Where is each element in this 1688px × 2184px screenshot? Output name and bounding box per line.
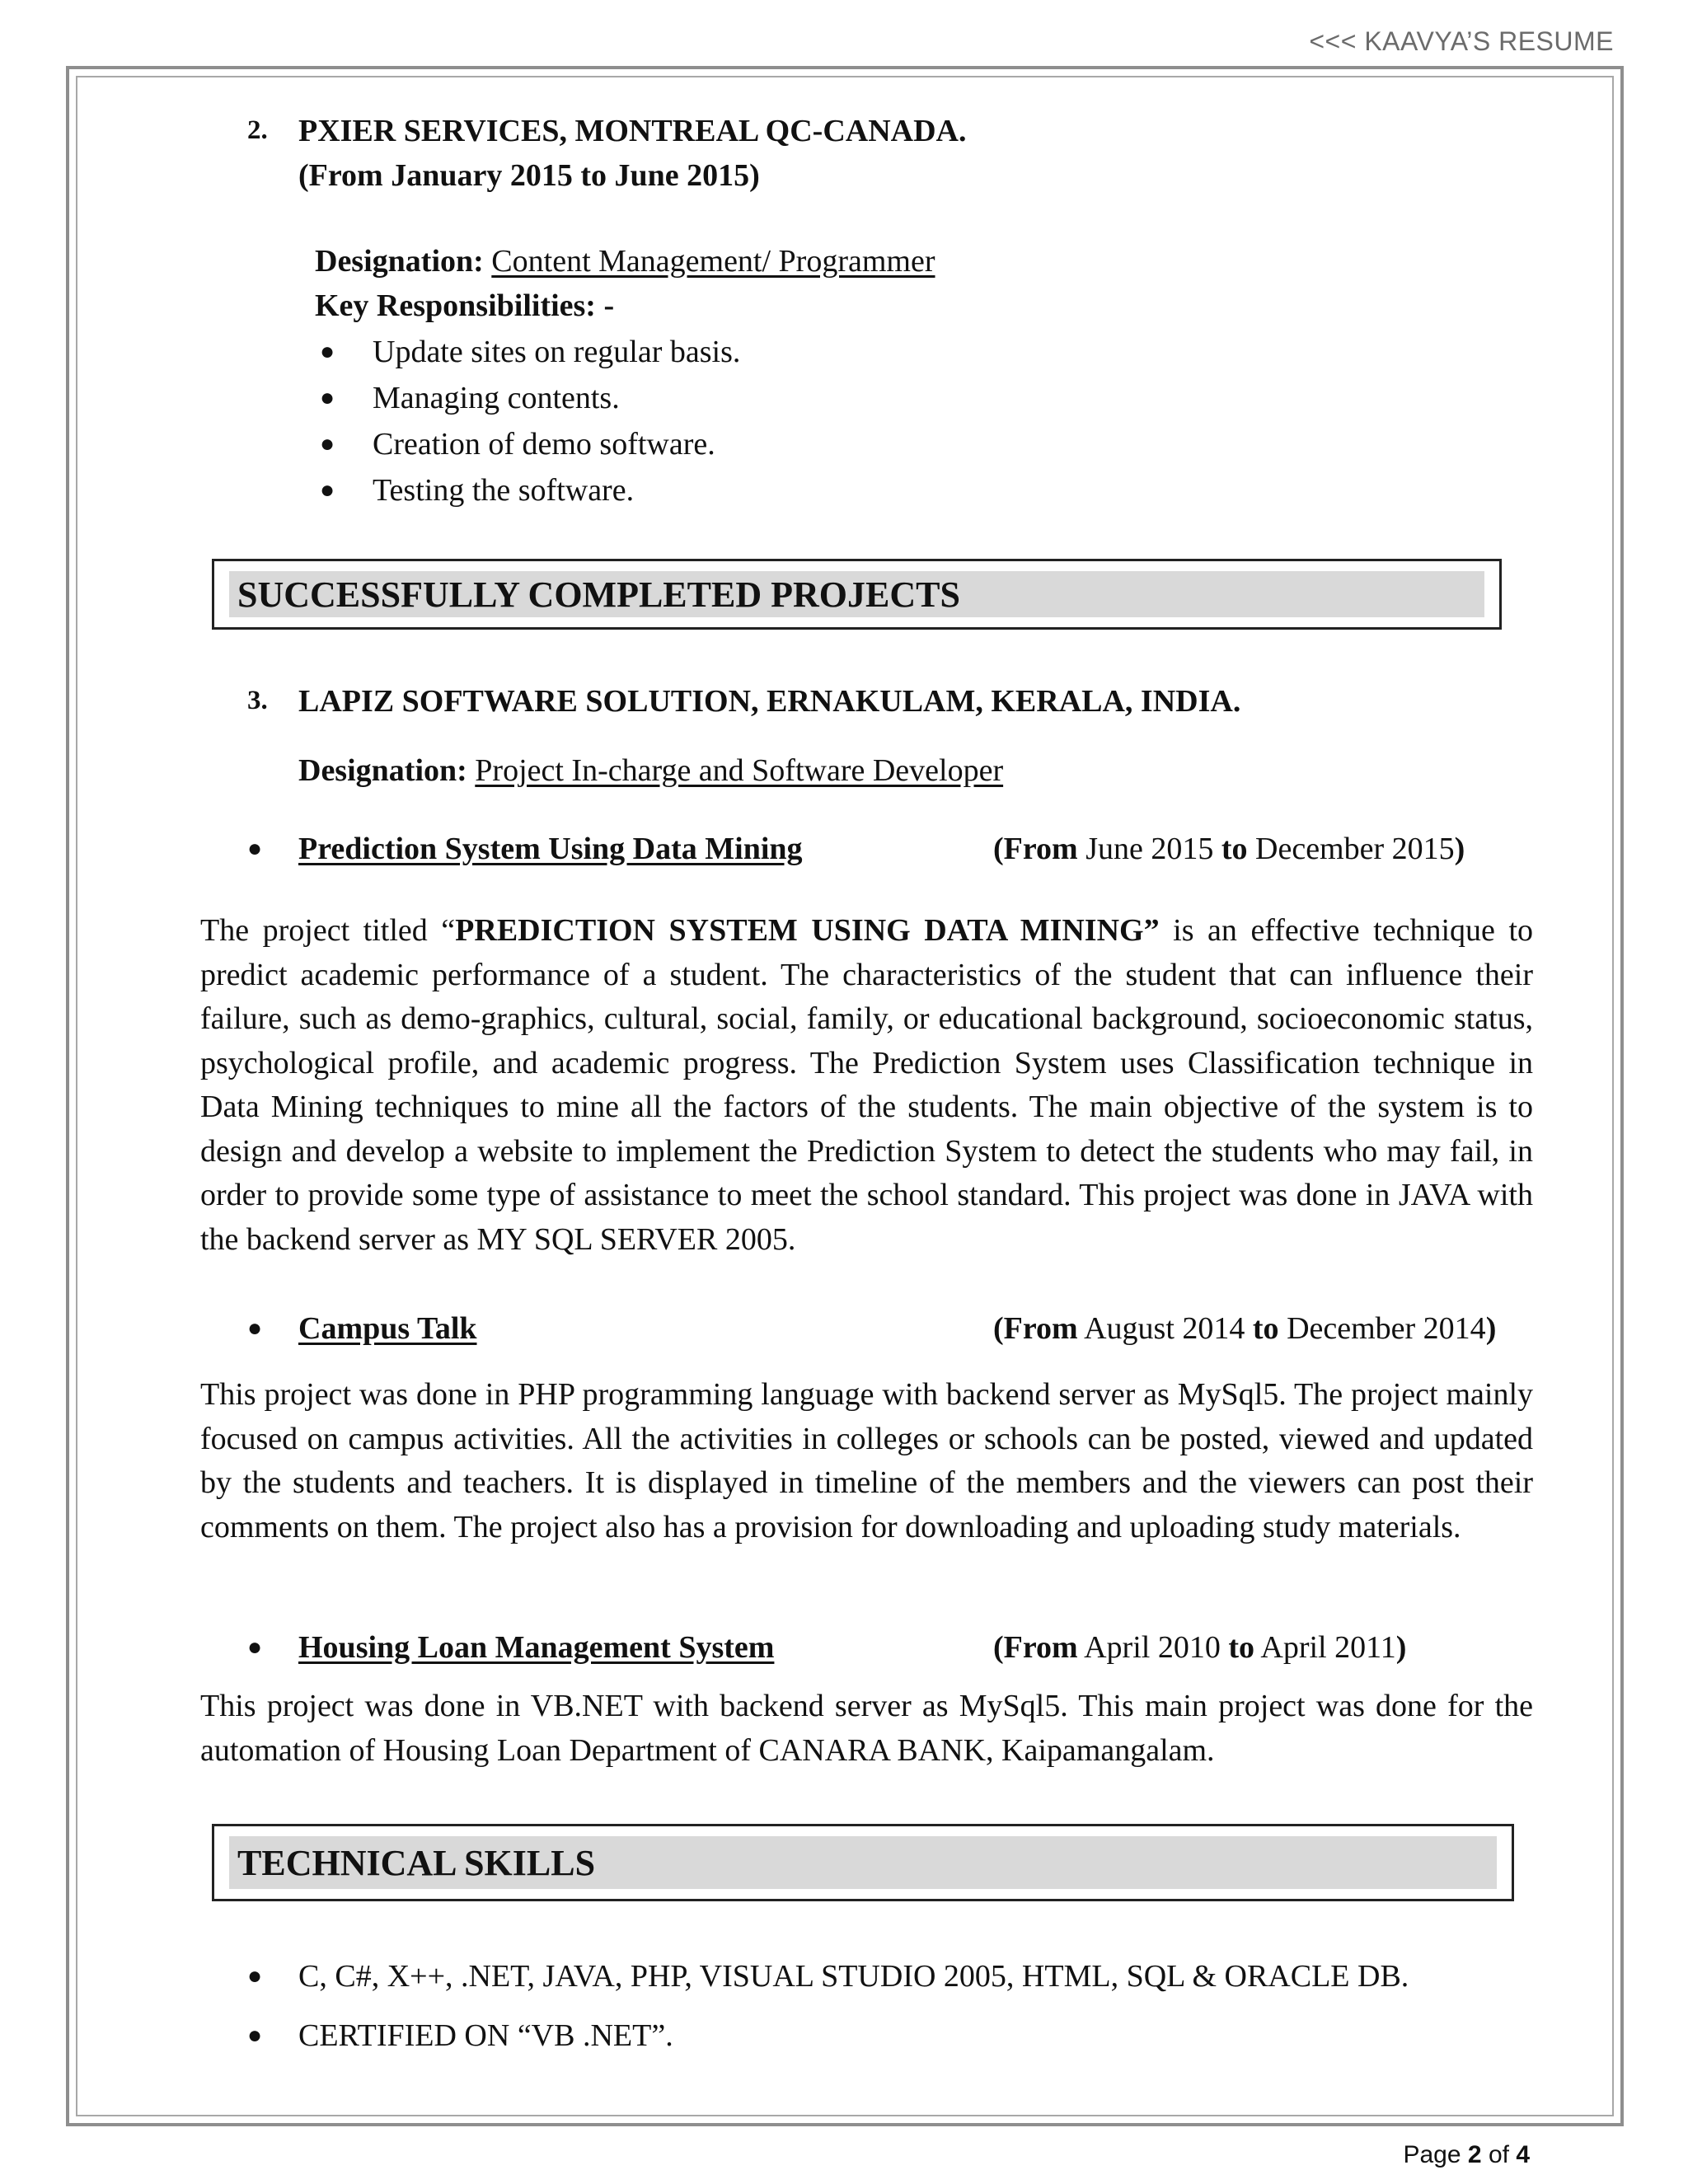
bullet-icon: ●: [247, 1633, 263, 1661]
project-title: Prediction System Using Data Mining: [298, 832, 803, 866]
from-date: April 2010: [1084, 1630, 1221, 1665]
project-description: This project was done in PHP programming language with backend server as MySql5. The project mainly focused on campus activities. All the activities in colleges or schools can be posted, viewed and updated by the students and teachers. It is displayed in timeline of the members and the viewers can post their comments on them. The project also has a provision for downloading and uploading study materials.: [200, 1377, 1533, 1544]
to-date: April 2011: [1260, 1630, 1396, 1665]
bullet-icon: ●: [247, 1315, 263, 1342]
project-title: Campus Talk: [298, 1311, 477, 1346]
desc-prefix: The project titled “: [200, 913, 456, 948]
bullet-icon: ●: [320, 430, 335, 457]
desc-bold: PREDICTION SYSTEM USING DATA MINING”: [455, 913, 1160, 948]
responsibility-text: Testing the software.: [373, 473, 635, 508]
experience-company: PXIER SERVICES, MONTREAL QC-CANADA.: [298, 114, 967, 148]
list-item: [320, 422, 1062, 468]
bullet-icon: ●: [320, 338, 335, 365]
project-title: Housing Loan Management System: [298, 1630, 775, 1665]
list-item: [320, 330, 1062, 376]
projects-section-header: [212, 559, 1502, 630]
page-number: [1403, 2141, 1530, 2169]
page-total: 4: [1516, 2141, 1530, 2168]
resume-header-title: <<< KAAVYA’S RESUME: [1309, 26, 1614, 56]
desc-rest: is an effective technique to predict academic performance of a student. The characteristics of the student that can influence their failure, such as demo-graphics, cultural, social, family, or educational background, socioeconomic status, psychological profile, and academic progress. The Prediction System uses Classification technique in Data Mining techniques to mine all the factors of the students. The main objective of the system is to design and develop a website to implement the Prediction System to detect the students who may fail, in order to provide some type of assistance to meet the school standard. This project was done in JAVA with the backend server as MY SQL SERVER 2005.: [200, 913, 1534, 1257]
page-label: Page: [1403, 2141, 1461, 2168]
bullet-icon: ●: [247, 835, 263, 862]
project-dates: [993, 827, 1465, 871]
project-description: [200, 909, 1533, 1262]
to-label: to: [1221, 832, 1248, 866]
from-date: August 2014: [1084, 1311, 1245, 1346]
designation-label: Designation:: [315, 244, 484, 279]
section-title: TECHNICAL SKILLS: [237, 1842, 596, 1883]
section-title: SUCCESSFULLY COMPLETED PROJECTS: [237, 574, 960, 615]
to-label: to: [1252, 1311, 1279, 1346]
project-dates: [993, 1625, 1406, 1670]
designation-label: Designation:: [298, 753, 467, 788]
from-label: (From: [993, 832, 1078, 866]
responsibilities-label: Key Responsibilities: -: [315, 288, 615, 323]
responsibility-text: Managing contents.: [373, 381, 620, 415]
list-item: [320, 376, 1062, 422]
experience-period: (From January 2015 to June 2015): [298, 158, 760, 193]
to-date: December 2015: [1255, 832, 1455, 866]
from-label: (From: [993, 1630, 1078, 1665]
designation-value: Project In-charge and Software Developer: [475, 753, 1004, 788]
page-current: 2: [1467, 2141, 1482, 2168]
experience-number: 3.: [247, 686, 268, 715]
bullet-icon: ●: [247, 1962, 263, 1990]
skills-section-header: [212, 1824, 1514, 1901]
experience-designation: [315, 239, 935, 284]
skill-item: C, C#, X++, .NET, JAVA, PHP, VISUAL STUDIO 2005, HTML, SQL & ORACLE DB.: [298, 1959, 1409, 1994]
close-paren: ): [1395, 1630, 1407, 1665]
of-label: of: [1488, 2141, 1509, 2168]
close-paren: ): [1454, 832, 1465, 866]
designation-value: Content Management/ Programmer: [491, 244, 935, 279]
experience-company: LAPIZ SOFTWARE SOLUTION, ERNAKULAM, KERALA, INDIA.: [298, 684, 1241, 719]
to-date: December 2014: [1287, 1311, 1486, 1346]
bullet-icon: ●: [320, 384, 335, 411]
close-paren: ): [1485, 1311, 1497, 1346]
responsibility-text: Update sites on regular basis.: [373, 335, 741, 369]
project-description: This project was done in VB.NET with backend server as MySql5. This main project was done for the automation of Housing Loan Department of CANARA BANK, Kaipamangalam.: [200, 1689, 1533, 1768]
to-label: to: [1228, 1630, 1254, 1665]
responsibilities-list: [320, 330, 1062, 514]
projects-designation: [298, 748, 1003, 793]
from-date: June 2015: [1085, 832, 1214, 866]
experience-number: 2.: [247, 115, 268, 145]
project-dates: [993, 1306, 1496, 1351]
skill-item: CERTIFIED ON “VB .NET”.: [298, 2018, 673, 2053]
responsibility-text: Creation of demo software.: [373, 427, 715, 462]
bullet-icon: ●: [247, 2022, 263, 2049]
list-item: [320, 468, 1062, 514]
from-label: (From: [993, 1311, 1078, 1346]
bullet-icon: ●: [320, 476, 335, 504]
